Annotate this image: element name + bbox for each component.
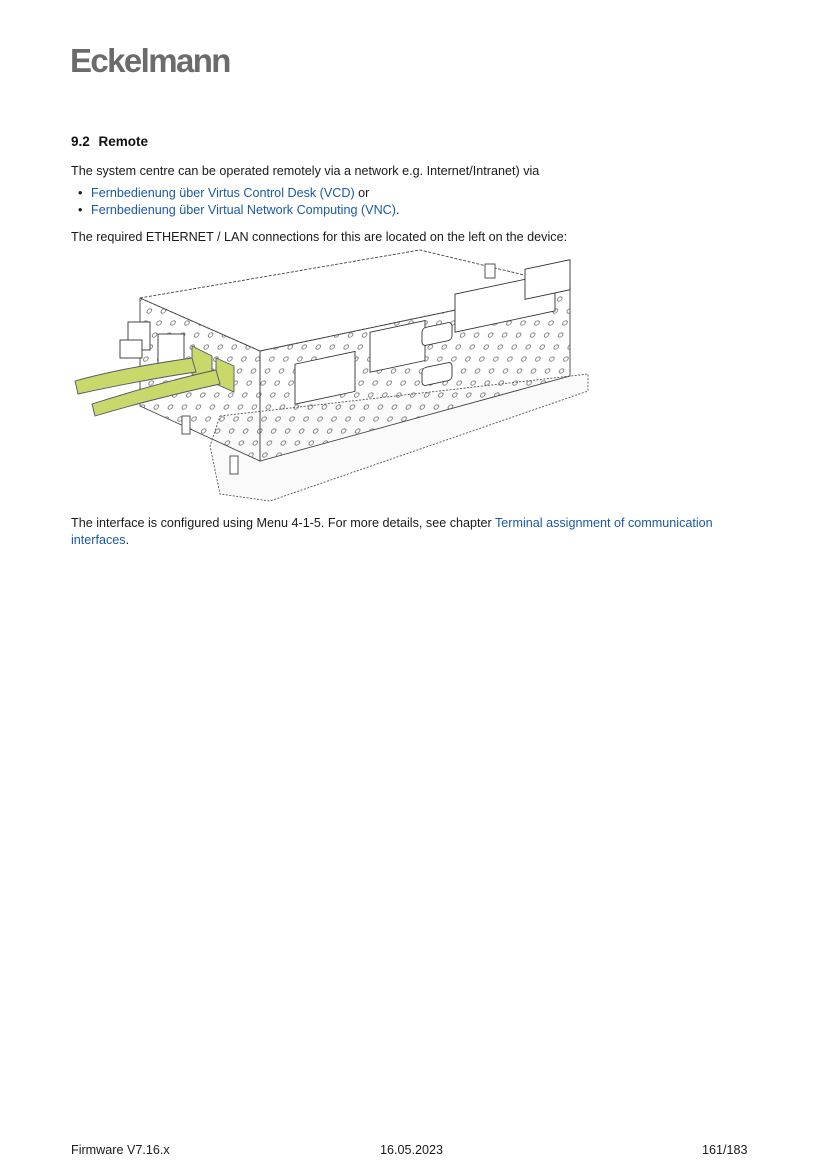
list-item [78, 185, 399, 202]
footer-page-number: 161/183 [702, 1143, 748, 1157]
bullet-icon: • [78, 203, 83, 217]
config-text-end: . [125, 533, 130, 547]
section-title: Remote [98, 134, 149, 149]
terminal-assignment-link[interactable]: Terminal assignment of communication interfaces [71, 516, 713, 547]
section-number: 9.2 [71, 134, 90, 149]
list-item-suffix: . [395, 203, 400, 217]
section-heading [71, 134, 148, 149]
device-illustration [70, 246, 600, 508]
remote-options-list [78, 185, 399, 219]
list-item-suffix: or [354, 186, 370, 200]
vcd-link[interactable]: Fernbedienung über Virtus Control Desk (VCD) [91, 186, 355, 200]
bullet-icon: • [78, 186, 83, 200]
eckelmann-logo: Eckelmann [70, 42, 230, 79]
intro-paragraph: The system centre can be operated remotely via a network e.g. Internet/Intranet) via [71, 164, 540, 178]
config-paragraph [71, 515, 751, 549]
config-text: The interface is configured using Menu 4-1-5. For more details, see chapter [71, 516, 495, 530]
vnc-link[interactable]: Fernbedienung über Virtual Network Computing (VNC) [91, 203, 396, 217]
footer-firmware: Firmware V7.16.x [71, 1143, 170, 1157]
ethernet-paragraph: The required ETHERNET / LAN connections for this are located on the left on the device: [71, 230, 568, 244]
list-item [78, 202, 399, 219]
footer-date: 16.05.2023 [380, 1143, 444, 1157]
